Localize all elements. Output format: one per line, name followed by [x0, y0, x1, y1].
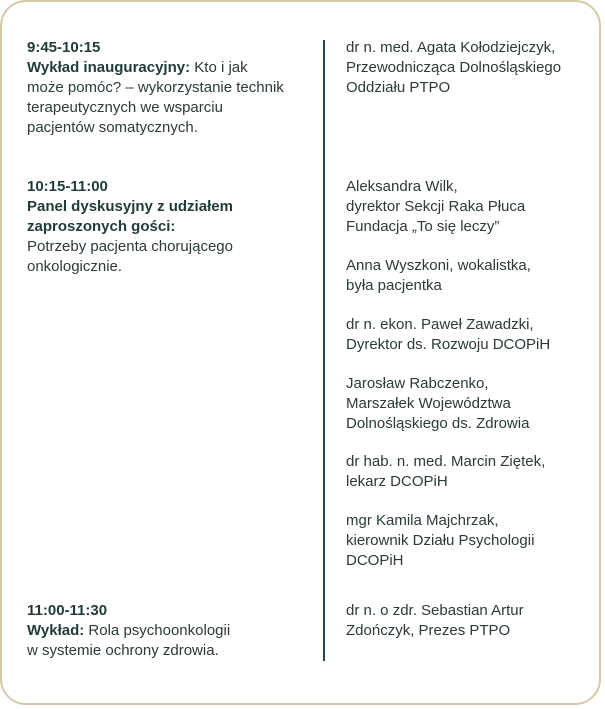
- speaker-3: [346, 256, 596, 296]
- speaker-8: [346, 601, 596, 641]
- speaker-line: DCOPiH: [346, 552, 404, 569]
- speaker-line: Anna Wyszkoni, wokalistka,: [346, 257, 531, 274]
- speaker-line: lekarz DCOPiH: [346, 473, 448, 490]
- session-time: 9:45-10:15: [27, 39, 101, 56]
- session-title: Wykład inauguracyjny:: [27, 59, 191, 76]
- speaker-line: dr n. med. Agata Kołodziejczyk,: [346, 39, 556, 56]
- speaker-line: Dolnośląskiego ds. Zdrowia: [346, 415, 530, 432]
- session-title: zaproszonych gości:: [27, 218, 176, 235]
- speaker-line: dr hab. n. med. Marcin Ziętek,: [346, 453, 546, 470]
- speaker-5: [346, 374, 596, 434]
- speaker-line: Przewodnicząca Dolnośląskiego: [346, 59, 562, 76]
- speaker-line: dyrektor Sekcji Raka Płuca: [346, 198, 526, 215]
- session-1: [27, 38, 317, 138]
- session-desc-line: może pomóc? – wykorzystanie technik: [27, 79, 284, 96]
- session-desc-line: Rola psychoonkologii: [88, 622, 231, 639]
- speaker-line: Marszałek Województwa: [346, 395, 511, 412]
- session-desc-line: terapeutycznych we wsparciu: [27, 99, 223, 116]
- speaker-2: [346, 177, 596, 237]
- speaker-line: mgr Kamila Majchrzak,: [346, 512, 499, 529]
- speaker-4: [346, 315, 596, 355]
- session-time: 10:15-11:00: [27, 178, 108, 195]
- speaker-6: [346, 452, 596, 492]
- speaker-1: [346, 38, 596, 98]
- speaker-line: Jarosław Rabczenko,: [346, 375, 489, 392]
- session-desc-line: onkologicznie.: [27, 258, 123, 275]
- column-divider: [323, 40, 325, 661]
- speaker-line: Fundacja „To się leczy”: [346, 218, 500, 235]
- speaker-line: dr n. ekon. Paweł Zawadzki,: [346, 316, 534, 333]
- speaker-line: Dyrektor ds. Rozwoju DCOPiH: [346, 336, 551, 353]
- speaker-line: Oddziału PTPO: [346, 79, 451, 96]
- speaker-line: Zdończyk, Prezes PTPO: [346, 622, 511, 639]
- session-desc-line: pacjentów somatycznych.: [27, 119, 198, 136]
- session-3: [27, 601, 317, 661]
- session-time: 11:00-11:30: [27, 602, 108, 619]
- session-desc-line: Kto i jak: [194, 59, 248, 76]
- speaker-line: była pacjentka: [346, 277, 442, 294]
- speaker-line: Aleksandra Wilk,: [346, 178, 458, 195]
- session-2: [27, 177, 317, 277]
- speaker-7: [346, 511, 596, 571]
- session-title: Wykład:: [27, 622, 85, 639]
- session-desc-line: Potrzeby pacjenta chorującego: [27, 238, 233, 255]
- speaker-line: kierownik Działu Psychologii: [346, 532, 535, 549]
- session-desc-line: w systemie ochrony zdrowia.: [27, 642, 219, 659]
- speaker-line: dr n. o zdr. Sebastian Artur: [346, 602, 524, 619]
- session-title: Panel dyskusyjny z udziałem: [27, 198, 233, 215]
